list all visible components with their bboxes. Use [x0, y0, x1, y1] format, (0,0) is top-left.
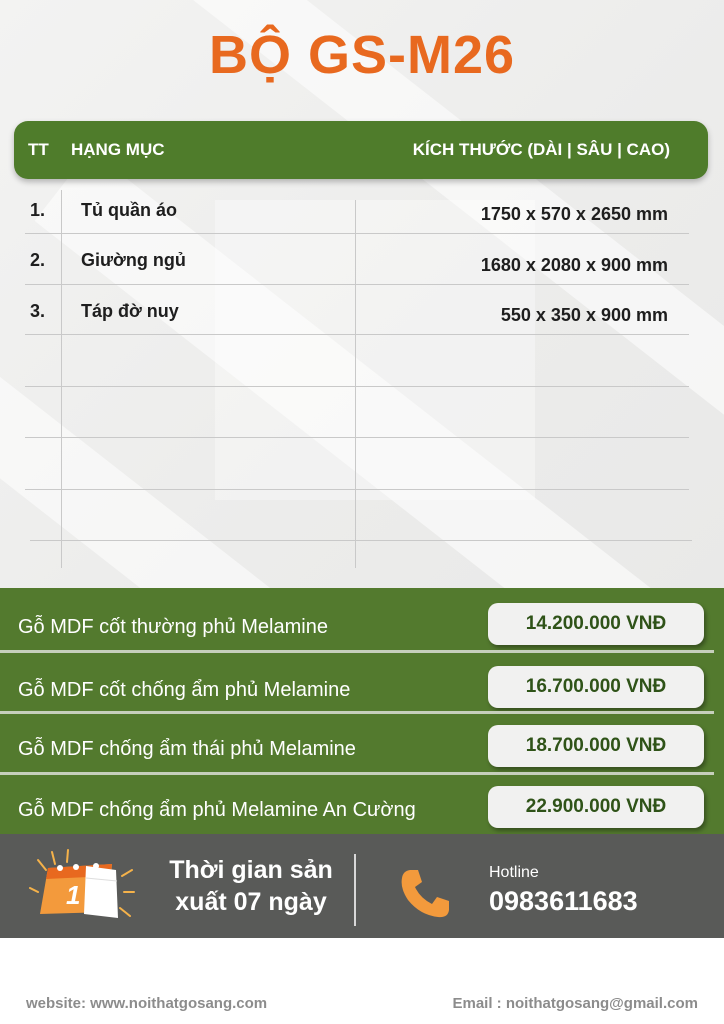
table-row-divider [25, 334, 689, 335]
hotline-label: Hotline [489, 864, 539, 881]
row-number: 3. [30, 301, 46, 321]
material-label: Gỗ MDF chống ẩm phủ Melamine An Cường [18, 799, 416, 821]
price-badge: 22.900.000 VNĐ [488, 786, 704, 828]
material-label: Gỗ MDF cốt chống ẩm phủ Melamine [18, 679, 351, 701]
header-no: TT [28, 140, 49, 159]
row-item: Giường ngủ [81, 250, 186, 270]
price-row [0, 590, 724, 650]
header-size: KÍCH THƯỚC (DÀI | SÂU | CAO) [412, 140, 670, 159]
row-size: 1680 x 2080 x 900 mm [480, 255, 668, 275]
table-row-divider [30, 540, 692, 541]
production-time-line: Thời gian sản [169, 856, 333, 884]
price-row [0, 653, 724, 713]
material-label: Gỗ MDF chống ẩm thái phủ Melamine [18, 738, 356, 760]
table-row-divider [25, 386, 689, 387]
info-divider [354, 854, 356, 926]
table-column-divider [355, 200, 356, 568]
price-badge: 14.200.000 VNĐ [488, 603, 704, 645]
row-size: 550 x 350 x 900 mm [500, 305, 668, 325]
hotline-number[interactable]: 0983611683 [489, 886, 638, 916]
price-section [0, 588, 724, 834]
table-row-divider [25, 489, 689, 490]
table-row-divider [25, 437, 689, 438]
email-link[interactable]: Email : noithatgosang@gmail.com [452, 995, 698, 1012]
row-size: 1750 x 570 x 2650 mm [480, 204, 668, 224]
table-column-divider [61, 190, 62, 568]
price-row [0, 712, 724, 772]
price-row [0, 773, 724, 833]
website-link[interactable]: website: www.noithatgosang.com [26, 995, 268, 1012]
header-item: HẠNG MỤC [71, 140, 165, 159]
table-row-divider [25, 233, 689, 234]
price-badge: 18.700.000 VNĐ [488, 725, 704, 767]
production-time-line: xuất 07 ngày [175, 888, 327, 916]
row-number: 1. [30, 200, 46, 220]
row-number: 2. [30, 250, 46, 270]
production-time [166, 854, 336, 918]
table-header [14, 121, 708, 179]
phone-icon [398, 866, 454, 922]
table-row-divider [25, 284, 689, 285]
info-bar [0, 834, 724, 938]
price-badge: 16.700.000 VNĐ [488, 666, 704, 708]
window-light-decoration [215, 200, 535, 500]
row-item: Tủ quần áo [81, 200, 177, 220]
calendar-icon [26, 848, 136, 928]
material-label: Gỗ MDF cốt thường phủ Melamine [18, 616, 328, 638]
page-title: BỘ GS-M26 [208, 25, 516, 85]
calendar-day-number: 1 [66, 880, 81, 910]
row-item: Táp đờ nuy [81, 301, 179, 321]
